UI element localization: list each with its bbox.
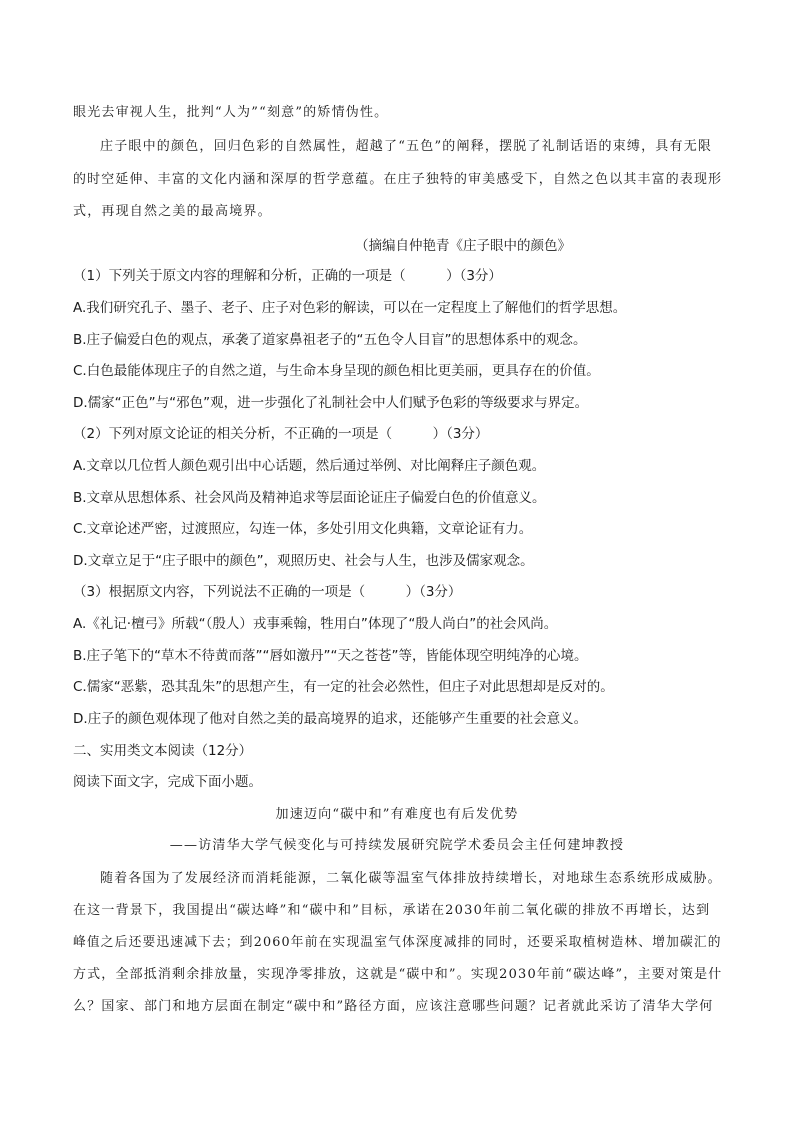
- question-2-stem: （2）下列对原文论证的相关分析，不正确的一项是（ ）（3分）: [73, 426, 489, 442]
- article-title: 加速迈向“碳中和”有难度也有后发优势: [275, 807, 519, 822]
- passage-paragraph-line: 庄子眼中的颜色，回归色彩的自然属性，超越了“五色”的阐释，摆脱了礼制话语的束缚，具有无限: [100, 139, 713, 154]
- article-paragraph-line: 在这一背景下，我国提出“碳达峰”和“碳中和”目标，承诺在2030年前二氧化碳的排放不再增长，达到: [73, 903, 711, 918]
- question-3-stem: （3）根据原文内容，下列说法不正确的一项是（ ）（3分）: [73, 584, 462, 600]
- passage-tail-line: 眼光去审视人生，批判“人为”“刻意”的矫情伪性。: [73, 105, 389, 120]
- question-2-option-c: C.文章论述严密，过渡照应，勾连一体，多处引用文化典籍，文章论证有力。: [73, 521, 533, 537]
- passage-paragraph-line: 式，再现自然之美的最高境界。: [73, 204, 272, 219]
- question-2-option-d: D.文章立足于“庄子眼中的颜色”，观照历史、社会与人生，也涉及儒家观念。: [73, 553, 534, 569]
- question-1-option-d: D.儒家“正色”与“邪色”观，进一步强化了礼制社会中人们赋予色彩的等级要求与界定。: [73, 395, 589, 411]
- question-3-option-d: D.庄子的颜色观体现了他对自然之美的最高境界的追求，还能够产生重要的社会意义。: [73, 711, 588, 727]
- section-heading: 二、实用类文本阅读（12分）: [73, 743, 253, 759]
- section-instruction: 阅读下面文字，完成下面小题。: [73, 774, 262, 790]
- passage-paragraph-line: 的时空延伸、丰富的文化内涵和深厚的哲学意蕴。在庄子独特的审美感受下，自然之色以其丰富的表现形: [73, 172, 723, 187]
- passage-source: （摘编自仲艳青《庄子眼中的颜色》: [355, 238, 571, 254]
- question-3-option-a: A.《礼记·檀弓》所载“（殷人）戎事乘翰，牲用白”体现了“殷人尚白”的社会风尚。: [73, 616, 558, 632]
- question-1-option-c: C.白色最能体现庄子的自然之道，与生命本身呈现的颜色相比更美丽，更具存在的价值。: [73, 363, 600, 379]
- article-paragraph-line: 峰值之后还要迅速减下去；到2060年前在实现温室气体深度减排的同时，还要采取植树造林、增加碳汇的: [73, 935, 722, 950]
- question-2-option-b: B.文章从思想体系、社会风尚及精神追求等层面论证庄子偏爱白色的价值意义。: [73, 490, 546, 506]
- question-2-option-a: A.文章以几位哲人颜色观引出中心话题，然后通过举例、对比阐释庄子颜色观。: [73, 458, 546, 474]
- article-paragraph-line: 方式，全部抵消剩余排放量，实现净零排放，这就是“碳中和”。实现2030年前“碳达峰”，主要对策是什: [73, 967, 723, 982]
- article-paragraph-line: 随着各国为了发展经济而消耗能源，二氧化碳等温室气体排放持续增长，对地球生态系统形成威胁。: [100, 871, 722, 886]
- article-subtitle: ——访清华大学气候变化与可持续发展研究院学术委员会主任何建坤教授: [169, 838, 625, 853]
- question-3-option-b: B.庄子笔下的“草木不待黄而落”“唇如激丹”“天之苍苍”等，皆能体现空明纯净的心境。: [73, 648, 588, 664]
- question-1-stem: （1）下列关于原文内容的理解和分析，正确的一项是（ ）（3分）: [73, 268, 502, 284]
- article-paragraph-line: 么？国家、部门和地方层面在制定“碳中和”路径方面，应该注意哪些问题？记者就此采访了清华大学何: [73, 999, 714, 1014]
- question-1-option-b: B.庄子偏爱白色的观点，承袭了道家鼻祖老子的“五色令人目盲”的思想体系中的观念。: [73, 332, 587, 348]
- question-1-option-a: A.我们研究孔子、墨子、老子、庄子对色彩的解读，可以在一定程度上了解他们的哲学思想。: [73, 300, 627, 316]
- question-3-option-c: C.儒家“恶紫，恐其乱朱”的思想产生，有一定的社会必然性，但庄子对此思想却是反对的。: [73, 679, 614, 695]
